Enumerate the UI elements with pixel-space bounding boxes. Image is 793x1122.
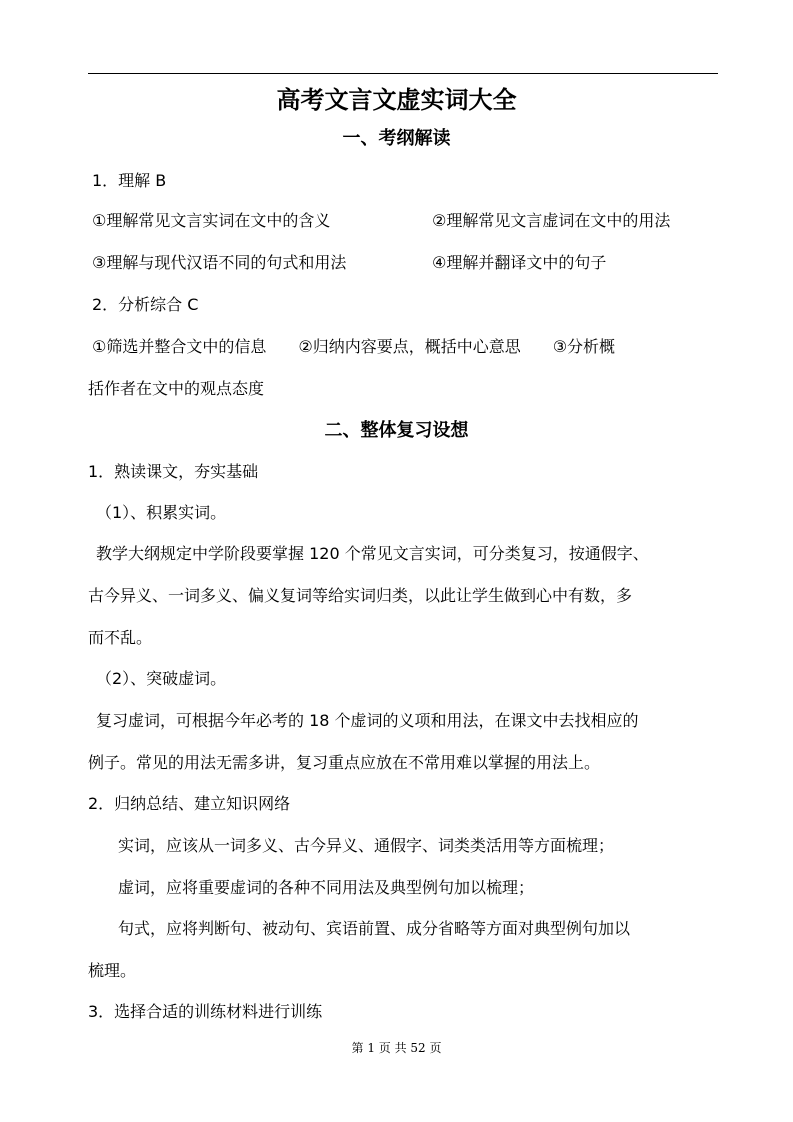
- page-footer: 第 1 页 共 52 页: [351, 1041, 442, 1055]
- section-heading-syllabus: 一、考纲解读: [342, 128, 451, 149]
- review-item-2-line3: 句式，应将判断句、被动句、宾语前置、成分省略等方面对典型例句加以: [118, 919, 631, 938]
- review-item-1-sub2-line1: 复习虚词，可根据今年必考的 18 个虚词的义项和用法，在课文中去找相应的: [96, 711, 639, 730]
- review-item-2-title: 2．归纳总结、建立知识网络: [88, 794, 291, 813]
- review-item-2-line2: 虚词，应将重要虚词的各种不同用法及典型例句加以梳理；: [118, 878, 535, 897]
- syllabus-item-1d: ④理解并翻译文中的句子: [432, 253, 607, 272]
- section-heading-review-plan: 二、整体复习设想: [324, 420, 469, 441]
- document-title: 高考文言文虚实词大全: [276, 85, 517, 114]
- review-item-1-sub1-line3: 而不乱。: [88, 628, 153, 647]
- review-item-1-sub2-line2: 例子。常见的用法无需多讲，复习重点应放在不常用难以掌握的用法上。: [88, 753, 601, 772]
- review-item-1-sub2: （2）、突破虚词。: [96, 669, 227, 688]
- syllabus-item-1-label: 1．理解 B: [92, 171, 167, 190]
- syllabus-item-1b: ②理解常见文言虚词在文中的用法: [432, 211, 671, 230]
- review-item-1-sub1-line1: 教学大纲规定中学阶段要掌握 120 个常见文言实词，可分类复习，按通假字、: [96, 544, 649, 563]
- syllabus-item-2-line2: 括作者在文中的观点态度: [88, 379, 265, 398]
- syllabus-item-1a: ①理解常见文言实词在文中的含义: [92, 211, 331, 230]
- syllabus-item-1c: ③理解与现代汉语不同的句式和用法: [92, 253, 347, 272]
- review-item-2-line4: 梳理。: [88, 961, 137, 980]
- review-item-3-title: 3．选择合适的训练材料进行训练: [88, 1002, 323, 1021]
- review-item-1-sub1: （1）、积累实词。: [96, 503, 227, 522]
- review-item-2-line1: 实词，应该从一词多义、古今异义、通假字、词类类活用等方面梳理；: [118, 836, 615, 855]
- syllabus-item-2-line1: ①筛选并整合文中的信息 ②归纳内容要点，概括中心意思 ③分析概: [92, 337, 616, 356]
- syllabus-item-2-label: 2．分析综合 C: [92, 295, 199, 314]
- review-item-1-title: 1．熟读课文，夯实基础: [88, 462, 259, 481]
- header-rule: [88, 73, 718, 74]
- review-item-1-sub1-line2: 古今异义、一词多义、偏义复词等给实词归类，以此让学生做到心中有数，多: [88, 586, 633, 605]
